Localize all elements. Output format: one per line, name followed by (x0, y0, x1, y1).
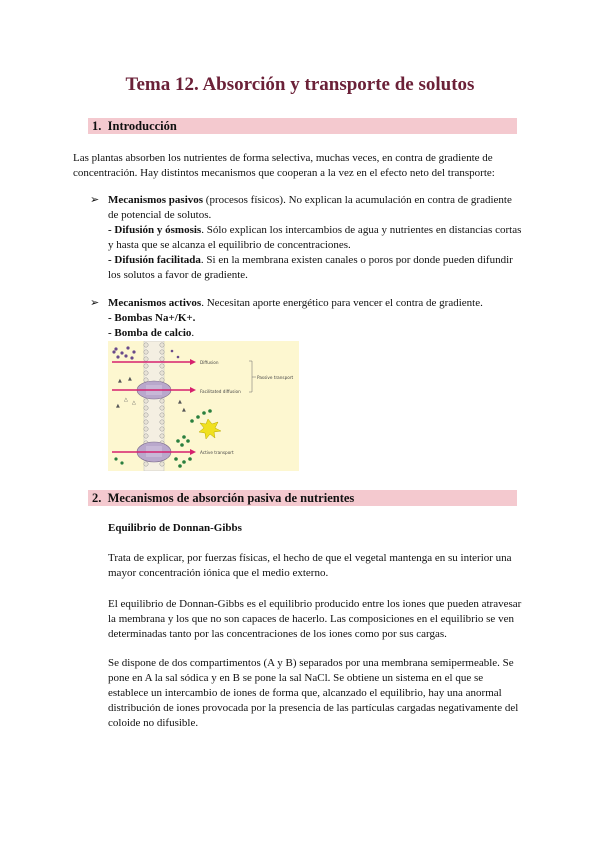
section-title: Introducción (107, 119, 177, 133)
text-line: de potencial de solutos. (108, 209, 212, 221)
text-line: la membrana y los que no son capaces de hacerlo. Las composiciones en el equilibrio se ven (108, 613, 514, 625)
svg-text:▲: ▲ (116, 403, 120, 409)
text-line (108, 296, 528, 311)
text-line: mayor concentración iónica que el medio externo. (108, 567, 329, 579)
svg-text:△: △ (124, 397, 128, 403)
text-line: Se dispone de dos compartimentos (A y B) separados por una membrana semipermeable. Se (108, 657, 514, 669)
label-active-transport: Active transport (200, 450, 234, 455)
text-line: determinadas tanto por las concentraciones de los iones como por sus cargas. (108, 628, 447, 640)
bold-term: Mecanismos activos (108, 297, 202, 309)
text-run: . Necesitan aporte energético para vencer el contra de gradiente. (201, 297, 483, 309)
text-line: Trata de explicar, por fuerzas físicas, el hecho de que el vegetal mantenga en su interior una (108, 552, 512, 564)
intro-paragraph (73, 151, 533, 181)
svg-text:▲: ▲ (118, 378, 122, 384)
svg-text:▲: ▲ (182, 407, 186, 413)
membrane-transport-figure (108, 341, 299, 471)
svg-text:▲: ▲ (128, 376, 132, 382)
paragraph-3 (108, 656, 533, 731)
text-line: pone en A la sal sódica y en B se pone la sal NaCl. Se obtiene un sistema en el que se (108, 672, 484, 684)
section-title: Mecanismos de absorción pasiva de nutrientes (107, 491, 355, 505)
label-diffusion: Diffusion (200, 360, 219, 365)
text-line: concentración. Hay distintos mecanismos que cooperan a la vez en el efecto neto del transporte: (73, 167, 495, 179)
label-facilitated-diffusion: Facilitated diffusion (200, 389, 241, 394)
paragraph-2 (108, 597, 533, 642)
text-line: coloide no difusible. (108, 717, 199, 729)
page-title: Tema 12. Absorción y transporte de solutos (125, 74, 475, 95)
text-line: El equilibrio de Donnan-Gibbs es el equilibrio producido entre los iones que pueden atravesar (108, 598, 522, 610)
bold-term: - Bombas Na+/K+. (108, 312, 196, 324)
text-line: y hasta que se alcanza el equilibrio de concentraciones. (108, 239, 351, 251)
text-run: . Si en la membrana existen canales o poros por donde pueden difundir (200, 254, 513, 266)
svg-text:▲: ▲ (178, 399, 182, 405)
svg-text:△: △ (132, 400, 136, 406)
bold-term: - Difusión facilitada (108, 254, 201, 266)
bold-term: - Bomba de calcio (108, 327, 192, 339)
passive-bracket (249, 361, 256, 392)
section-heading-absorcion-pasiva (88, 490, 517, 506)
section-number: 1. (92, 119, 102, 133)
text-line (108, 223, 528, 238)
text-line (108, 311, 528, 326)
bullet-passive-mechanisms (108, 193, 528, 283)
text-run: (procesos físicos). No explican la acumulación en contra de gradiente (203, 194, 512, 206)
label-passive-transport: Passive transport (257, 375, 294, 380)
paragraph-1 (108, 551, 533, 581)
text-line (108, 326, 528, 341)
bullet-marker: ➢ (90, 194, 100, 206)
bold-term: - Difusión y ósmosis (108, 224, 202, 236)
section-number: 2. (92, 491, 102, 505)
energy-burst (190, 409, 221, 439)
text-line: establece un intercambio de iones de forma que, alcanzado el equilibrio, hay una anormal (108, 687, 502, 699)
section-heading-introduccion (88, 118, 517, 134)
text-line: Las plantas absorben los nutrientes de forma selectiva, muchas veces, en contra de gradiente de (73, 152, 493, 164)
text-line (108, 253, 528, 268)
text-line (108, 193, 528, 208)
bullet-active-mechanisms (108, 296, 528, 341)
text-run: . (191, 327, 195, 339)
membrane-transport-diagram (108, 341, 299, 471)
bold-term: Mecanismos pasivos (108, 194, 204, 206)
text-line: los solutos a favor de gradiente. (108, 269, 248, 281)
text-run: . Sólo explican los intercambios de agua y nutrientes en distancias cortas (201, 224, 522, 236)
bullet-marker: ➢ (90, 297, 100, 309)
subheading-donnan-gibbs: Equilibrio de Donnan-Gibbs (108, 522, 242, 534)
text-line: distribución de iones provocada por la presencia de las partículas cargadas negativamente del (108, 702, 519, 714)
